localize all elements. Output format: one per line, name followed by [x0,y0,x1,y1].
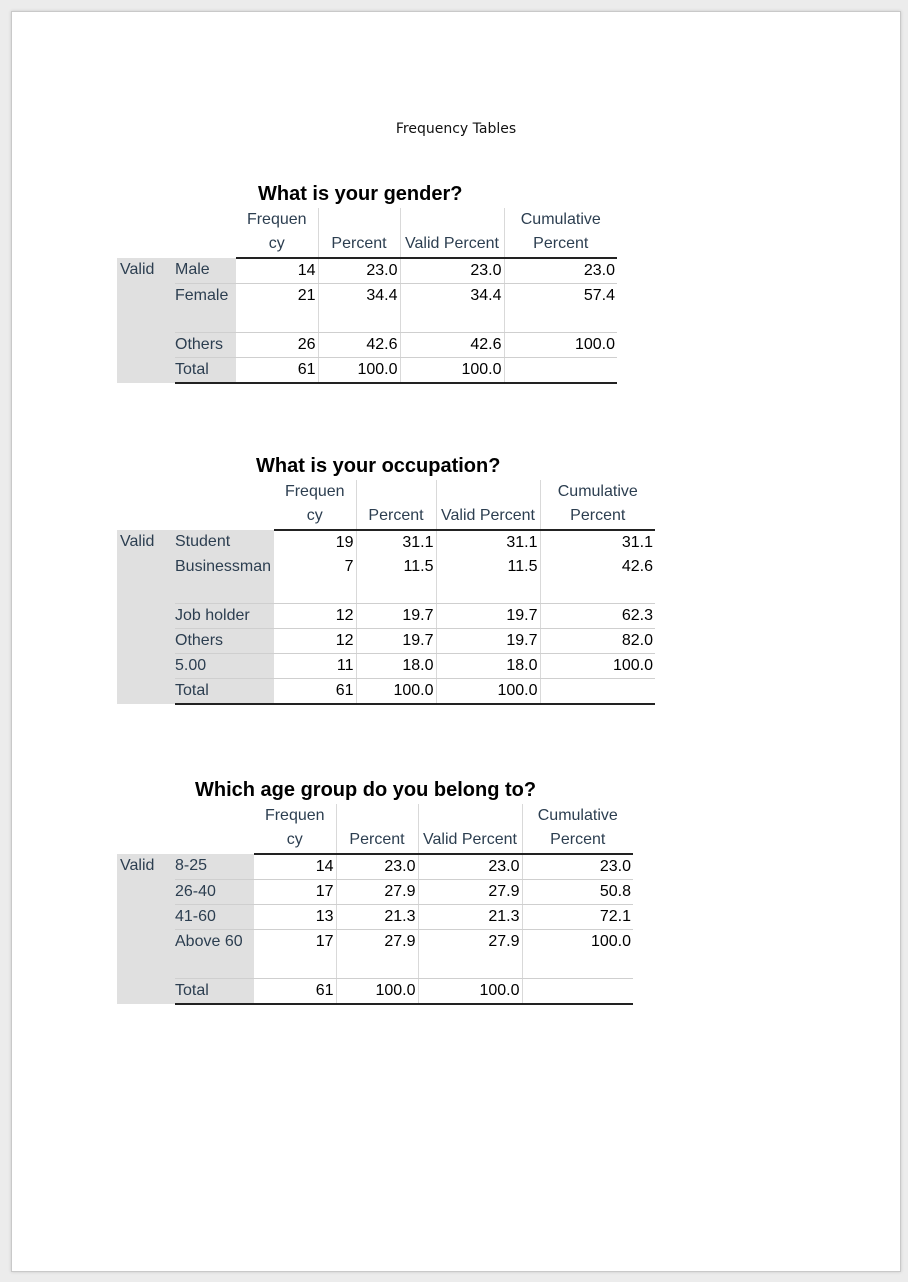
table-row [117,530,655,555]
percent-cell: 23.0 [318,258,400,284]
frequency-cell: 17 [254,930,336,979]
row-label: Total [175,979,254,1005]
row-label: 26-40 [175,880,254,905]
frequency-cell: 26 [236,333,318,358]
percent-header: Percent [356,480,436,530]
table-header-row [117,480,655,530]
percent-cell: 11.5 [356,555,436,604]
document-page [11,11,901,1272]
table-row [117,333,617,358]
valid-percent-cell: 19.7 [436,604,540,629]
percent-header: Percent [318,208,400,258]
valid-percent-cell: 27.9 [418,930,522,979]
valid-label: Valid [117,530,175,704]
cumulative-percent-cell [522,979,633,1005]
cumulative-percent-cell: 31.1 [540,530,655,555]
frequency-header: Frequen cy [236,208,318,258]
frequency-cell: 61 [274,679,356,705]
valid-percent-cell: 27.9 [418,880,522,905]
valid-percent-cell: 100.0 [418,979,522,1005]
percent-cell: 42.6 [318,333,400,358]
percent-cell: 19.7 [356,604,436,629]
table-row [117,258,617,284]
valid-percent-cell: 23.0 [400,258,504,284]
valid-percent-cell: 23.0 [418,854,522,880]
cumulative-percent-cell: 100.0 [522,930,633,979]
table-row [117,880,633,905]
frequency-header: Frequen cy [254,804,336,854]
percent-cell: 100.0 [318,358,400,384]
occupation-table-title: What is your occupation? [256,455,501,477]
table-row [117,654,655,679]
valid-percent-cell: 18.0 [436,654,540,679]
row-label: 5.00 [175,654,274,679]
percent-cell: 34.4 [318,284,400,333]
percent-cell: 21.3 [336,905,418,930]
row-label: 41-60 [175,905,254,930]
frequency-cell: 19 [335,534,354,551]
table-row [117,555,655,604]
occupation-frequency-table [117,480,655,705]
table-header-row [117,804,633,854]
valid-percent-cell: 100.0 [400,358,504,384]
row-label: Total [175,679,274,705]
cumulative-percent-header: Cumulative Percent [540,480,655,530]
row-label: Job holder [175,604,274,629]
valid-percent-cell: 100.0 [436,679,540,705]
table-row [117,604,655,629]
row-label: Others [175,333,236,358]
cumulative-percent-cell [504,358,617,384]
age-group-table-title: Which age group do you belong to? [195,779,537,801]
valid-percent-cell: 34.4 [400,284,504,333]
percent-cell: 19.7 [356,629,436,654]
valid-percent-header: Valid Percent [400,208,504,258]
cumulative-percent-cell: 82.0 [540,629,655,654]
valid-percent-header: Valid Percent [436,480,540,530]
row-label: 8-25 [175,854,254,880]
gender-table-title: What is your gender? [258,183,463,205]
percent-cell: 27.9 [336,880,418,905]
table-row [117,905,633,930]
percent-cell: 23.0 [336,854,418,880]
percent-cell: 100.0 [356,679,436,705]
valid-percent-cell: 42.6 [400,333,504,358]
frequency-cell: 21 [236,284,318,333]
frequency-cell: 12 [274,629,356,654]
cumulative-percent-cell: 50.8 [522,880,633,905]
valid-percent-cell: 31.1 [436,530,540,555]
cumulative-percent-cell: 23.0 [522,854,633,880]
percent-cell: 18.0 [356,654,436,679]
table-row-total [117,979,633,1005]
frequency-cell: 11 [274,654,356,679]
cumulative-percent-cell: 57.4 [504,284,617,333]
percent-header: Percent [336,804,418,854]
percent-cell: 100.0 [336,979,418,1005]
valid-percent-cell: 19.7 [436,629,540,654]
frequency-header: Frequen cy [274,480,356,530]
valid-percent-cell: 11.5 [436,555,540,604]
table-row [117,629,655,654]
row-label: Others [175,629,274,654]
table-row [117,854,633,880]
cumulative-percent-cell: 100.0 [540,654,655,679]
percent-cell: 27.9 [336,930,418,979]
frequency-cell: 14 [236,258,318,284]
row-label: Male [175,258,236,284]
table-row-total [117,679,655,705]
row-label: Student [175,530,274,555]
cumulative-percent-cell: 62.3 [540,604,655,629]
cumulative-percent-header: Cumulative Percent [504,208,617,258]
cumulative-percent-cell [540,679,655,705]
document-title: Frequency Tables [395,121,517,137]
row-label: Female [175,284,236,333]
cumulative-percent-cell: 100.0 [504,333,617,358]
frequency-cell: 7 [274,555,356,604]
row-label: Total [175,358,236,384]
percent-cell: 31.1 [356,530,436,555]
frequency-cell: 61 [254,979,336,1005]
valid-label: Valid [117,258,175,383]
gender-frequency-table [117,208,617,384]
cumulative-percent-cell: 42.6 [540,555,655,604]
frequency-cell: 13 [254,905,336,930]
table-row [117,930,633,979]
cumulative-percent-header: Cumulative Percent [522,804,633,854]
valid-percent-header: Valid Percent [418,804,522,854]
cumulative-percent-cell: 23.0 [504,258,617,284]
row-label: Businessman [175,555,274,604]
frequency-cell: 12 [274,604,356,629]
valid-label: Valid [117,854,175,1004]
frequency-cell: 17 [254,880,336,905]
valid-percent-cell: 21.3 [418,905,522,930]
frequency-cell: 14 [254,854,336,880]
cumulative-percent-cell: 72.1 [522,905,633,930]
table-header-row [117,208,617,258]
row-label: Above 60 [175,930,254,979]
frequency-cell: 61 [236,358,318,384]
table-row-total [117,358,617,384]
table-row [117,284,617,333]
age-group-frequency-table [117,804,633,1005]
